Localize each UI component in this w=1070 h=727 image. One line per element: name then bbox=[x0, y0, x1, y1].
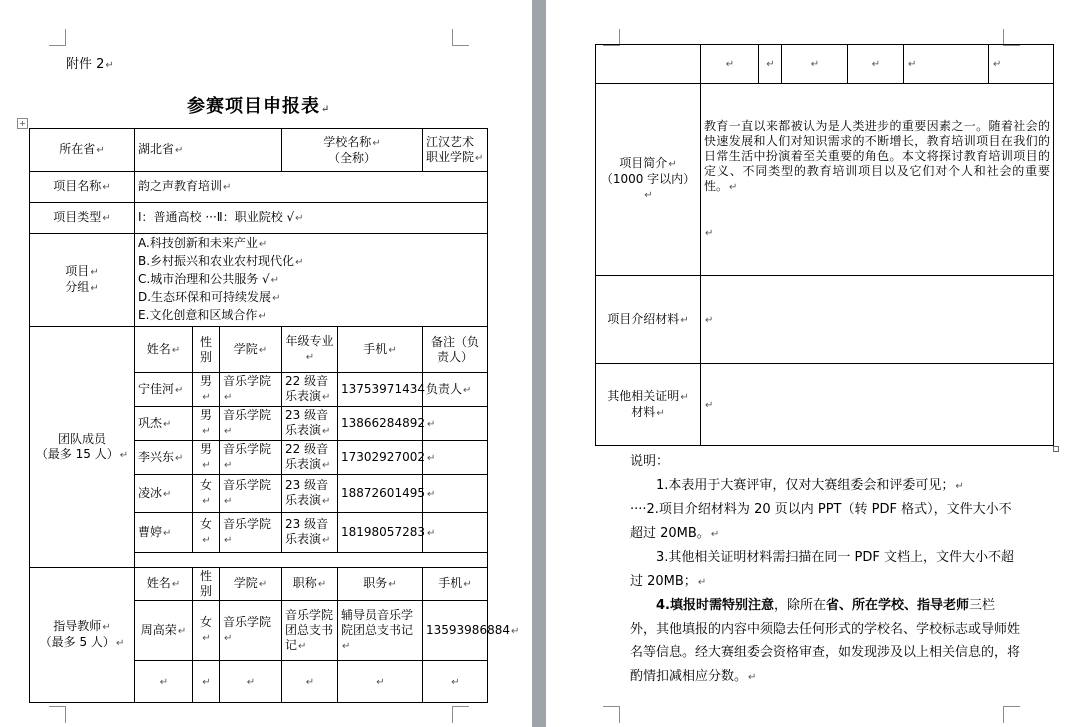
advisor-title-cell[interactable]: ↵ bbox=[282, 661, 338, 703]
table-row bbox=[596, 45, 1054, 84]
team-phone-cell[interactable]: 13753971434 bbox=[338, 373, 423, 407]
team-remark-cell[interactable]: ↵ bbox=[423, 441, 488, 475]
project-intro-text[interactable]: 教育一直以来都被认为是人类进步的重要因素之一。随着社会的快速发展和人们对知识需求的不断增长，教育培训项目在我们的日常生活中扮演着至关重要的角色。本文将探讨教育培训项目的定义、不同类型的教育培训项目以及它们对个人和社会的重要性。↵ ↵ bbox=[701, 84, 1054, 276]
team-gender-cell[interactable]: 男↵ bbox=[193, 407, 220, 441]
team-college-cell[interactable]: 音乐学院↵ bbox=[220, 475, 282, 513]
team-header-gender: 性别 bbox=[193, 327, 220, 373]
team-header-phone: 手机↵ bbox=[338, 327, 423, 373]
advisor-name-cell[interactable]: 周高荣↵ bbox=[135, 601, 193, 661]
empty-cell[interactable]: ↵ bbox=[759, 45, 782, 84]
project-group-label: 项目↵ 分组↵ bbox=[30, 234, 135, 327]
team-grade-cell[interactable]: 23 级音乐表演↵ bbox=[282, 407, 338, 441]
school-value[interactable]: 江汉艺术职业学院↵ bbox=[423, 129, 488, 172]
note-item-3: 3.其他相关证明材料需扫描在同一 PDF 文档上，文件大小不超过 20MB；↵ bbox=[630, 550, 1014, 589]
note-item-4: 4.填报时需特别注意，除所在省、所在学校、指导老师三栏外，其他填报的内容中须隐去任何形式的学校名、学校标志或导师姓名等信息。经大赛组委会资格审查，如发现涉及以上相关信息的，将酌情扣减相应分数。↵ bbox=[630, 598, 1021, 684]
empty-cell[interactable]: ↵ bbox=[782, 45, 848, 84]
team-header-remark: 备注（负责人） bbox=[423, 327, 488, 373]
empty-cell bbox=[596, 45, 701, 84]
team-name-cell[interactable]: 宁佳河↵ bbox=[135, 373, 193, 407]
advisor-position-cell[interactable]: ↵ bbox=[338, 661, 423, 703]
advisor-header-name: 姓名↵ bbox=[135, 568, 193, 601]
other-proof-value[interactable]: ↵ bbox=[701, 364, 1054, 446]
advisor-label: 指导教师↵ （最多 5 人）↵ bbox=[30, 568, 135, 703]
group-option-c[interactable]: C.城市治理和公共服务 √↵ bbox=[138, 272, 280, 286]
advisor-phone-cell[interactable]: ↵ bbox=[423, 661, 488, 703]
note-item-2: ····2.项目介绍材料为 20 页以内 PPT（转 PDF 格式），文件大小不超过 20MB。↵ bbox=[630, 502, 1012, 541]
advisor-header-position: 职务↵ bbox=[338, 568, 423, 601]
advisor-gender-cell[interactable]: 女↵ bbox=[193, 601, 220, 661]
empty-cell[interactable]: ↵ bbox=[989, 45, 1054, 84]
team-phone-cell[interactable]: 13866284892 bbox=[338, 407, 423, 441]
empty-cell[interactable]: ↵ bbox=[848, 45, 904, 84]
application-form-table-continued bbox=[595, 44, 1054, 446]
advisor-position-cell[interactable]: 辅导员音乐学院团总支书记↵ bbox=[338, 601, 423, 661]
advisor-gender-cell[interactable]: ↵ bbox=[193, 661, 220, 703]
advisor-header-title: 职称↵ bbox=[282, 568, 338, 601]
advisor-header-college: 学院↵ bbox=[220, 568, 282, 601]
note-item-1: 1.本表用于大赛评审，仅对大赛组委会和评委可见；↵ bbox=[656, 477, 964, 493]
group-option-d[interactable]: D.生态环保和可持续发展↵ bbox=[138, 290, 281, 304]
advisor-name-cell[interactable]: ↵ bbox=[135, 661, 193, 703]
team-remark-cell[interactable]: ↵ bbox=[423, 475, 488, 513]
team-header-college: 学院↵ bbox=[220, 327, 282, 373]
team-members-label: 团队成员 （最多 15 人）↵ bbox=[30, 327, 135, 568]
project-type-value[interactable]: Ⅰ：普通高校 ···Ⅱ：职业院校 √↵ bbox=[135, 203, 488, 234]
document-page-1 bbox=[0, 0, 532, 727]
project-name-value[interactable]: 韵之声教育培训↵ bbox=[135, 172, 488, 203]
crop-mark bbox=[452, 29, 469, 46]
empty-cell[interactable]: ↵ bbox=[701, 45, 759, 84]
team-header-grade: 年级专业↵ bbox=[282, 327, 338, 373]
team-remark-cell[interactable]: ↵ bbox=[423, 513, 488, 553]
province-label: 所在省↵ bbox=[30, 129, 135, 172]
team-remark-cell[interactable]: 负责人↵ bbox=[423, 373, 488, 407]
advisor-header-gender: 性别 bbox=[193, 568, 220, 601]
team-grade-cell[interactable]: 22 级音乐表演↵ bbox=[282, 373, 338, 407]
province-value[interactable]: 湖北省↵ bbox=[135, 129, 282, 172]
project-group-options[interactable] bbox=[135, 234, 488, 327]
document-page-2 bbox=[546, 0, 1070, 727]
project-type-label: 项目类型↵ bbox=[30, 203, 135, 234]
crop-mark bbox=[452, 706, 469, 723]
empty-cell[interactable]: ↵ bbox=[904, 45, 989, 84]
team-gender-cell[interactable]: 男↵ bbox=[193, 373, 220, 407]
other-proof-label: 其他相关证明↵ 材料↵ bbox=[596, 364, 701, 446]
team-phone-cell[interactable]: 18872601495 bbox=[338, 475, 423, 513]
team-gender-cell[interactable]: 女↵ bbox=[193, 475, 220, 513]
materials-label: 项目介绍材料↵ bbox=[596, 276, 701, 364]
notes-heading: 说明： bbox=[630, 454, 670, 469]
project-intro-label: 项目简介↵ （1000 字以内）↵ bbox=[596, 84, 701, 276]
crop-mark bbox=[49, 706, 66, 723]
advisor-title-cell[interactable]: 音乐学院团总支书记↵ bbox=[282, 601, 338, 661]
team-gender-cell[interactable]: 男↵ bbox=[193, 441, 220, 475]
annex-label: 附件 2↵ bbox=[66, 57, 114, 72]
notes-section bbox=[630, 450, 1020, 689]
crop-mark bbox=[49, 29, 66, 46]
form-title: 参赛项目申报表↵ bbox=[187, 96, 331, 117]
team-college-cell[interactable]: 音乐学院↵ bbox=[220, 513, 282, 553]
team-gender-cell[interactable]: 女↵ bbox=[193, 513, 220, 553]
table-move-handle-icon[interactable]: + bbox=[17, 118, 28, 129]
team-college-cell[interactable]: 音乐学院↵ bbox=[220, 441, 282, 475]
team-name-cell[interactable]: 巩杰↵ bbox=[135, 407, 193, 441]
crop-mark bbox=[603, 706, 620, 723]
team-name-cell[interactable]: 曹婷↵ bbox=[135, 513, 193, 553]
team-remark-cell[interactable]: ↵ bbox=[423, 407, 488, 441]
team-phone-cell[interactable]: 18198057283 bbox=[338, 513, 423, 553]
team-college-cell[interactable]: 音乐学院↵ bbox=[220, 407, 282, 441]
team-name-cell[interactable]: 李兴东↵ bbox=[135, 441, 193, 475]
group-option-b[interactable]: B.乡村振兴和农业农村现代化↵ bbox=[138, 254, 304, 268]
group-option-e[interactable]: E.文化创意和区域合作↵ bbox=[138, 308, 267, 322]
team-header-name: 姓名↵ bbox=[135, 327, 193, 373]
advisor-college-cell[interactable]: ↵ bbox=[220, 661, 282, 703]
school-label: 学校名称↵ （全称） bbox=[282, 129, 423, 172]
advisor-college-cell[interactable]: 音乐学院↵ bbox=[220, 601, 282, 661]
team-name-cell[interactable]: 凌冰↵ bbox=[135, 475, 193, 513]
group-option-a[interactable]: A.科技创新和未来产业↵ bbox=[138, 236, 268, 250]
advisor-header-phone: 手机↵ bbox=[423, 568, 488, 601]
team-grade-cell[interactable]: 23 级音乐表演↵ bbox=[282, 513, 338, 553]
team-phone-cell[interactable]: 17302927002 bbox=[338, 441, 423, 475]
team-college-cell[interactable]: 音乐学院↵ bbox=[220, 373, 282, 407]
application-form-table bbox=[29, 128, 520, 703]
project-name-label: 项目名称↵ bbox=[30, 172, 135, 203]
team-grade-cell[interactable]: 23 级音乐表演↵ bbox=[282, 475, 338, 513]
advisor-phone-cell[interactable]: 13593986884↵ bbox=[423, 601, 488, 661]
materials-value[interactable]: ↵ bbox=[701, 276, 1054, 364]
team-grade-cell[interactable]: 22 级音乐表演↵ bbox=[282, 441, 338, 475]
crop-mark bbox=[1003, 706, 1020, 723]
table-resize-handle-icon[interactable] bbox=[1053, 446, 1059, 452]
